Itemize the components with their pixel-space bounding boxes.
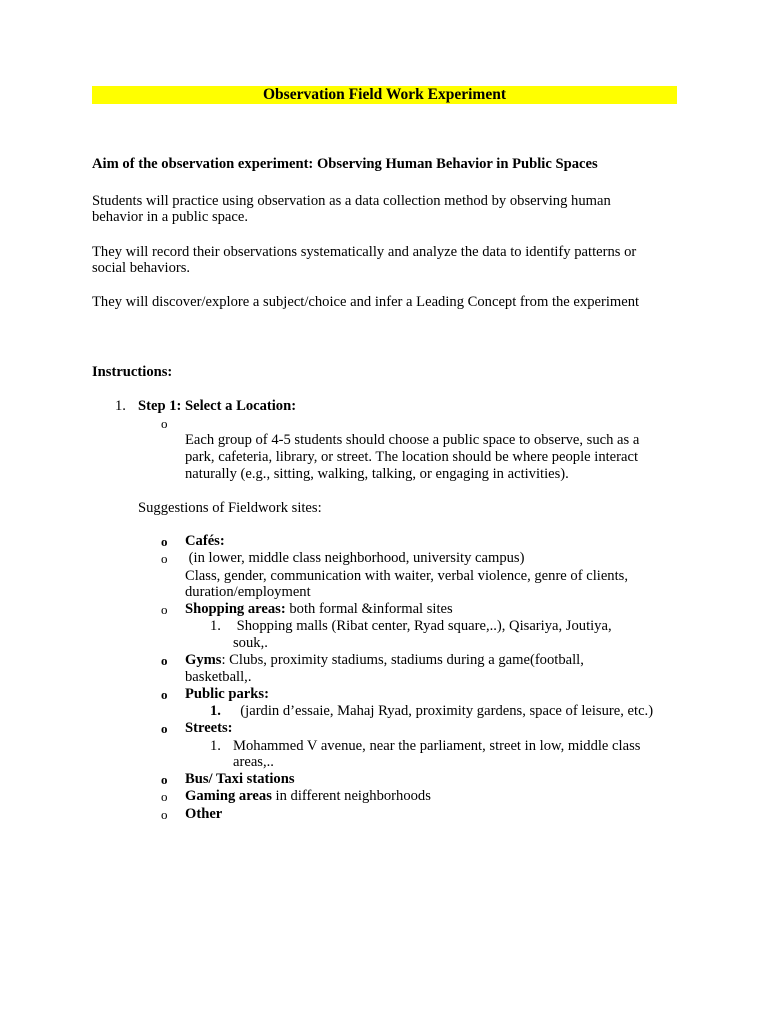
paragraph-1-line-1: Students will practice using observation as a data collection method by observing human xyxy=(92,193,611,209)
bullet-marker: o xyxy=(161,807,168,822)
shopping-rest: both formal &informal sites xyxy=(285,601,453,617)
list-item-cafes: Cafés: xyxy=(185,533,225,549)
bullet-marker: o xyxy=(161,772,168,787)
list-item-other: Other xyxy=(185,806,223,822)
streets-sub-line-2: areas,.. xyxy=(233,754,274,770)
shopping-sub-number: 1. xyxy=(210,618,221,634)
gaming-rest: in different neighborhoods xyxy=(271,788,431,804)
paragraph-1-line-2: behavior in a public space. xyxy=(92,209,249,225)
gyms-rest: : Clubs, proximity stadiums, stadiums during a game(football, xyxy=(221,652,584,668)
paragraph-2-line-2: social behaviors. xyxy=(92,260,191,276)
suggestions-heading: Suggestions of Fieldwork sites: xyxy=(138,500,322,516)
instructions-heading: Instructions: xyxy=(92,364,173,380)
document-title: Observation Field Work Experiment xyxy=(92,86,677,104)
step-1-number: 1. xyxy=(115,398,126,414)
bullet-marker: o xyxy=(161,416,168,431)
step-1-text-line-3: naturally (e.g., sitting, walking, talking, or engaging in activities). xyxy=(185,466,569,482)
cafes-detail: (in lower, middle class neighborhood, university campus) xyxy=(185,550,525,566)
streets-sub-line-1: Mohammed V avenue, near the parliament, street in low, middle class xyxy=(233,738,641,754)
step-1-text-line-1: Each group of 4-5 students should choose a public space to observe, such as a xyxy=(185,432,640,448)
paragraph-2-line-1: They will record their observations systematically and analyze the data to identify patterns or xyxy=(92,244,637,260)
list-item-streets: Streets: xyxy=(185,720,233,736)
shopping-sub-line-2: souk,. xyxy=(233,635,268,651)
cafes-detail-line-1: Class, gender, communication with waiter, verbal violence, genre of clients, xyxy=(185,568,628,584)
cafes-detail-line-2: duration/employment xyxy=(185,584,311,600)
bullet-marker: o xyxy=(161,602,168,617)
streets-sub-number: 1. xyxy=(210,738,221,754)
list-item-gaming xyxy=(185,788,431,805)
gyms-line-2: basketball,. xyxy=(185,669,252,685)
parks-sub-number: 1. xyxy=(210,703,221,719)
paragraph-3: They will discover/explore a subject/choice and infer a Leading Concept from the experiment xyxy=(92,294,640,310)
shopping-label: Shopping areas: xyxy=(185,601,286,617)
bullet-marker: o xyxy=(161,687,168,702)
parks-sub: (jardin d’essaie, Mahaj Ryad, proximity gardens, space of leisure, etc.) xyxy=(233,703,654,719)
gaming-label: Gaming areas xyxy=(185,788,272,804)
bullet-marker: o xyxy=(161,789,168,804)
list-item-bus-taxi: Bus/ Taxi stations xyxy=(185,771,295,787)
list-item-public-parks: Public parks: xyxy=(185,686,269,702)
step-1-title: Step 1: Select a Location: xyxy=(138,398,297,414)
aim-heading: Aim of the observation experiment: Observing Human Behavior in Public Spaces xyxy=(92,156,598,172)
bullet-marker: o xyxy=(161,721,168,736)
step-1-text-line-2: park, cafeteria, library, or street. The location should be where people interact xyxy=(185,449,639,465)
bullet-marker: o xyxy=(161,534,168,549)
bullet-marker: o xyxy=(161,653,168,668)
list-item-shopping xyxy=(185,601,453,618)
gyms-label: Gyms xyxy=(185,652,222,668)
list-item-gyms xyxy=(185,652,584,669)
bullet-marker: o xyxy=(161,551,168,566)
shopping-sub-line-1: Shopping malls (Ribat center, Ryad square,..), Qisariya, Joutiya, xyxy=(233,618,612,634)
